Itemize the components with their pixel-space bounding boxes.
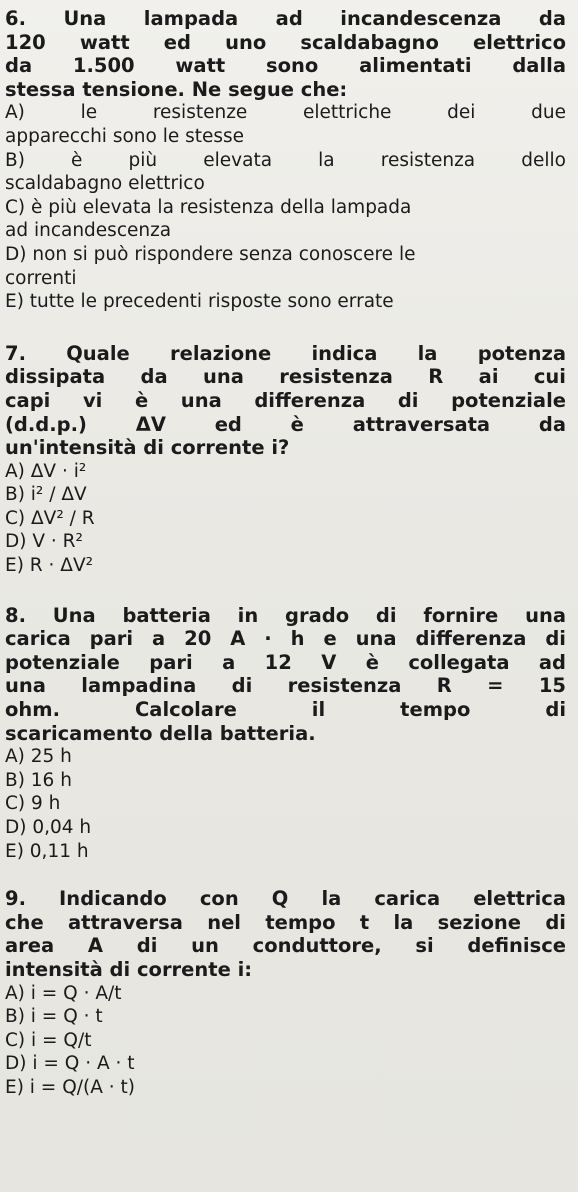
option-b[interactable]: B) i² / ΔV (5, 484, 87, 506)
option-line: correnti (5, 267, 77, 289)
option-b[interactable]: B) i = Q · t (5, 1006, 103, 1028)
stem-line: dissipata da una resistenza R ai cui (5, 365, 566, 389)
option-line: A) le resistenze elettriche dei due (5, 102, 566, 124)
stem-line: intensità di corrente i: (5, 957, 253, 981)
stem-line: una lampadina di resistenza R = 15 (5, 674, 566, 698)
option-line: scaldabagno elettrico (5, 173, 205, 195)
question-9 (5, 887, 566, 1099)
stem-line: 6. Una lampada ad incandescenza da (5, 7, 566, 30)
option-e[interactable]: E) 0,11 h (5, 840, 89, 862)
option-a[interactable]: A) i = Q · A/t (5, 982, 122, 1004)
option-a[interactable]: A) ΔV · i² (5, 460, 87, 482)
option-e[interactable] (5, 290, 566, 314)
option-line: C) è più elevata la resistenza della lampada (5, 196, 412, 218)
stem-line: 9. Indicando con Q la carica elettrica (5, 887, 566, 911)
option-d[interactable]: D) 0,04 h (5, 817, 92, 838)
option-line: ad incandescenza (5, 220, 172, 242)
stem-line: un'intensità di corrente i? (5, 436, 290, 460)
option-c[interactable]: C) ΔV² / R (5, 507, 95, 529)
option-c[interactable]: C) 9 h (5, 793, 61, 815)
option-b[interactable] (5, 149, 566, 196)
stem-line: 7. Quale relazione indica la potenza (5, 341, 566, 365)
question-8-options (5, 745, 566, 863)
option-d[interactable]: D) i = Q · A · t (5, 1053, 135, 1075)
stem-line: da 1.500 watt sono alimentati dalla (5, 54, 566, 78)
option-d[interactable] (5, 243, 566, 290)
stem-line: capi vi è una differenza di potenziale (5, 388, 566, 412)
option-line: apparecchi sono le stesse (5, 125, 245, 147)
option-c[interactable] (5, 196, 566, 243)
option-line: E) tutte le precedenti risposte sono errate (5, 291, 394, 313)
question-6-stem (5, 7, 566, 101)
question-8-stem (5, 604, 566, 746)
question-9-stem (5, 887, 566, 981)
stem-line: (d.d.p.) ΔV ed è attraversata da (5, 412, 566, 436)
option-a[interactable]: A) 25 h (5, 746, 72, 768)
question-9-options (5, 982, 566, 1100)
question-7 (5, 342, 566, 578)
question-6-options (5, 101, 566, 313)
option-e[interactable]: E) R · ΔV² (5, 555, 94, 577)
option-d[interactable]: D) V · R² (5, 531, 83, 553)
question-7-stem (5, 342, 566, 460)
option-e[interactable]: E) i = Q/(A · t) (5, 1076, 135, 1098)
question-7-options (5, 460, 566, 578)
stem-line: che attraversa nel tempo t la sezione di (5, 910, 566, 934)
stem-line: carica pari a 20 A · h e una differenza di (5, 627, 566, 651)
stem-line: 8. Una batteria in grado di fornire una (5, 603, 566, 627)
option-line: D) non si può rispondere senza conoscere le (5, 243, 416, 265)
option-line: B) è più elevata la resistenza dello (5, 149, 566, 171)
stem-line: ohm. Calcolare il tempo di (5, 698, 566, 722)
question-6 (5, 7, 566, 314)
option-c[interactable]: C) i = Q/t (5, 1029, 92, 1051)
question-8 (5, 604, 566, 864)
stem-line: stessa tensione. Ne segue che: (5, 77, 348, 101)
option-b[interactable]: B) 16 h (5, 769, 72, 791)
option-a[interactable] (5, 101, 566, 148)
stem-line: scaricamento della batteria. (5, 721, 316, 745)
stem-line: potenziale pari a 12 V è collegata ad (5, 650, 566, 674)
stem-line: 120 watt ed uno scaldabagno elettrico (5, 30, 566, 54)
stem-line: area A di un conduttore, si definisce (5, 934, 566, 958)
